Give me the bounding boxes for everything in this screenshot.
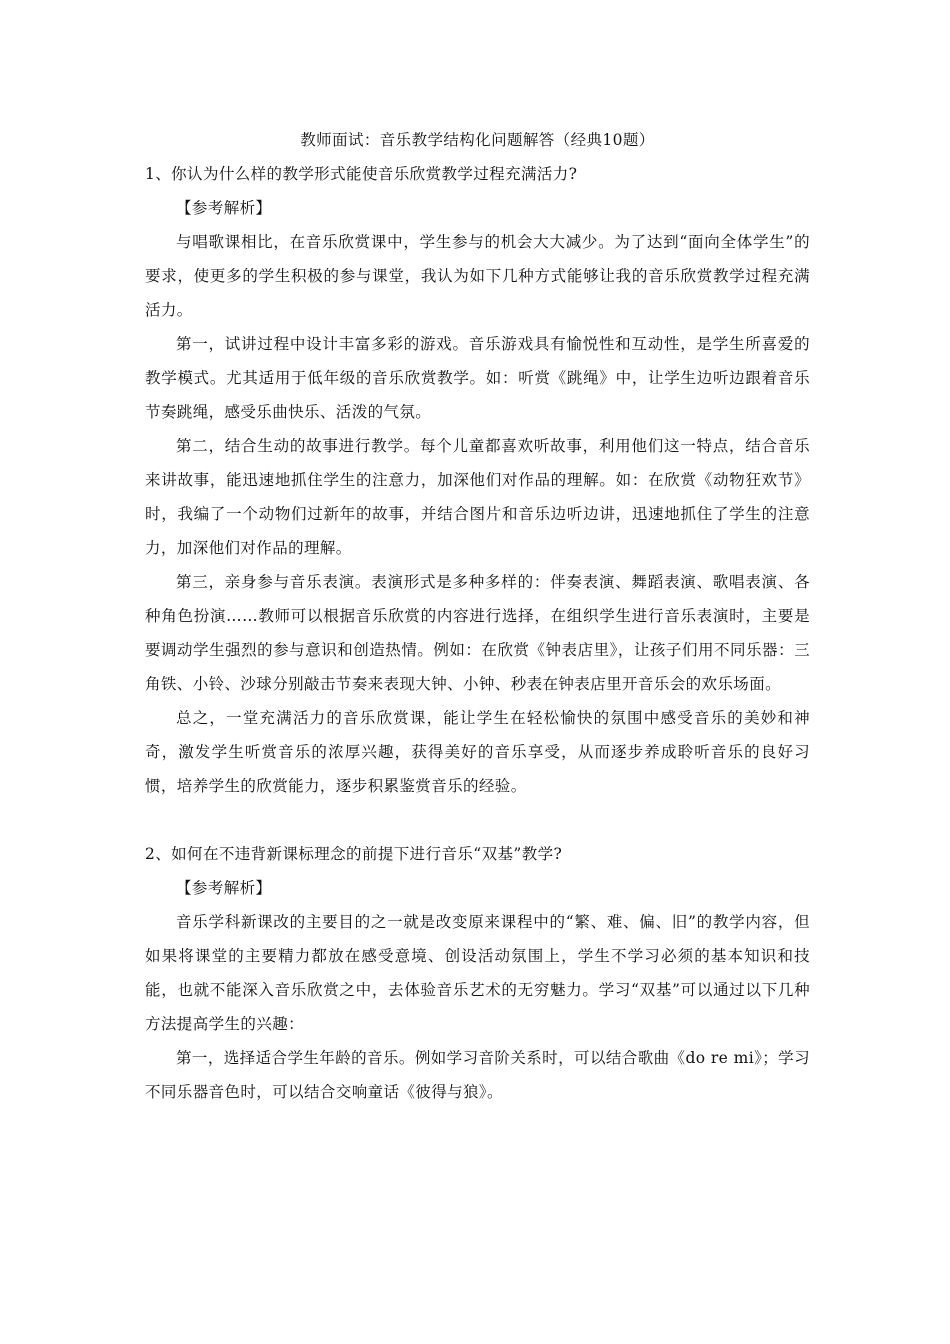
question-1-paragraph-first: 第一，试讲过程中设计丰富多彩的游戏。音乐游戏具有愉悦性和互动性，是学生所喜爱的教学模式。尤其适用于低年级的音乐欣赏教学。如：听赏《跳绳》中，让学生边听边跟着音乐节奏跳绳，感受乐曲快乐、活泼的气氛。 xyxy=(145,335,810,421)
question-2-reference-label: 【参考解析】 xyxy=(176,879,272,897)
question-2-paragraph-first: 第一，选择适合学生年龄的音乐。例如学习音阶关系时，可以结合歌曲《do re mi》；学习不同乐器音色时，可以结合交响童话《彼得与狼》。 xyxy=(145,1049,810,1101)
question-1-paragraph-intro: 与唱歌课相比，在音乐欣赏课中，学生参与的机会大大减少。为了达到“面向全体学生”的要求，使更多的学生积极的参与课堂，我认为如下几种方式能够让我的音乐欣赏教学过程充满活力。 xyxy=(145,233,810,319)
document-body xyxy=(145,123,810,1109)
question-2-paragraph-intro: 音乐学科新课改的主要目的之一就是改变原来课程中的“繁、难、偏、旧”的教学内容，但如果将课堂的主要精力都放在感受意境、创设活动氛围上，学生不学习必须的基本知识和技能，也就不能深入音乐欣赏之中，去体验音乐艺术的无穷魅力。学习“双基”可以通过以下几种方法提高学生的兴趣： xyxy=(145,913,810,1033)
question-1-heading: 1、你认为什么样的教学形式能使音乐欣赏教学过程充满活力? xyxy=(145,165,578,183)
question-1-paragraph-third: 第三，亲身参与音乐表演。表演形式是多种多样的：伴奏表演、舞蹈表演、歌唱表演、各种角色扮演……教师可以根据音乐欣赏的内容进行选择，在组织学生进行音乐表演时，主要是要调动学生强烈的参与意识和创造热情。例如：在欣赏《钟表店里》，让孩子们用不同乐器：三角铁、小铃、沙球分别敲击节奏来表现大钟、小钟、秒表在钟表店里开音乐会的欢乐场面。 xyxy=(145,573,810,693)
question-1-paragraph-conclusion: 总之，一堂充满活力的音乐欣赏课，能让学生在轻松愉快的氛围中感受音乐的美妙和神奇，激发学生听赏音乐的浓厚兴趣，获得美好的音乐享受，从而逐步养成聆听音乐的良好习惯，培养学生的欣赏能力，逐步积累鉴赏音乐的经验。 xyxy=(145,709,810,795)
question-2-section xyxy=(145,837,810,1109)
question-1-paragraph-second: 第二，结合生动的故事进行教学。每个儿童都喜欢听故事，利用他们这一特点，结合音乐来讲故事，能迅速地抓住学生的注意力，加深他们对作品的理解。如：在欣赏《动物狂欢节》时，我编了一个动物们过新年的故事，并结合图片和音乐边听边讲，迅速地抓住了学生的注意力，加深他们对作品的理解。 xyxy=(145,437,810,557)
question-1-reference-label: 【参考解析】 xyxy=(176,199,272,217)
question-1-section xyxy=(145,157,810,803)
document-title: 教师面试：音乐教学结构化问题解答（经典10题） xyxy=(300,131,655,149)
section-spacer xyxy=(145,803,810,837)
question-2-heading: 2、如何在不违背新课标理念的前提下进行音乐“双基”教学? xyxy=(145,845,563,863)
